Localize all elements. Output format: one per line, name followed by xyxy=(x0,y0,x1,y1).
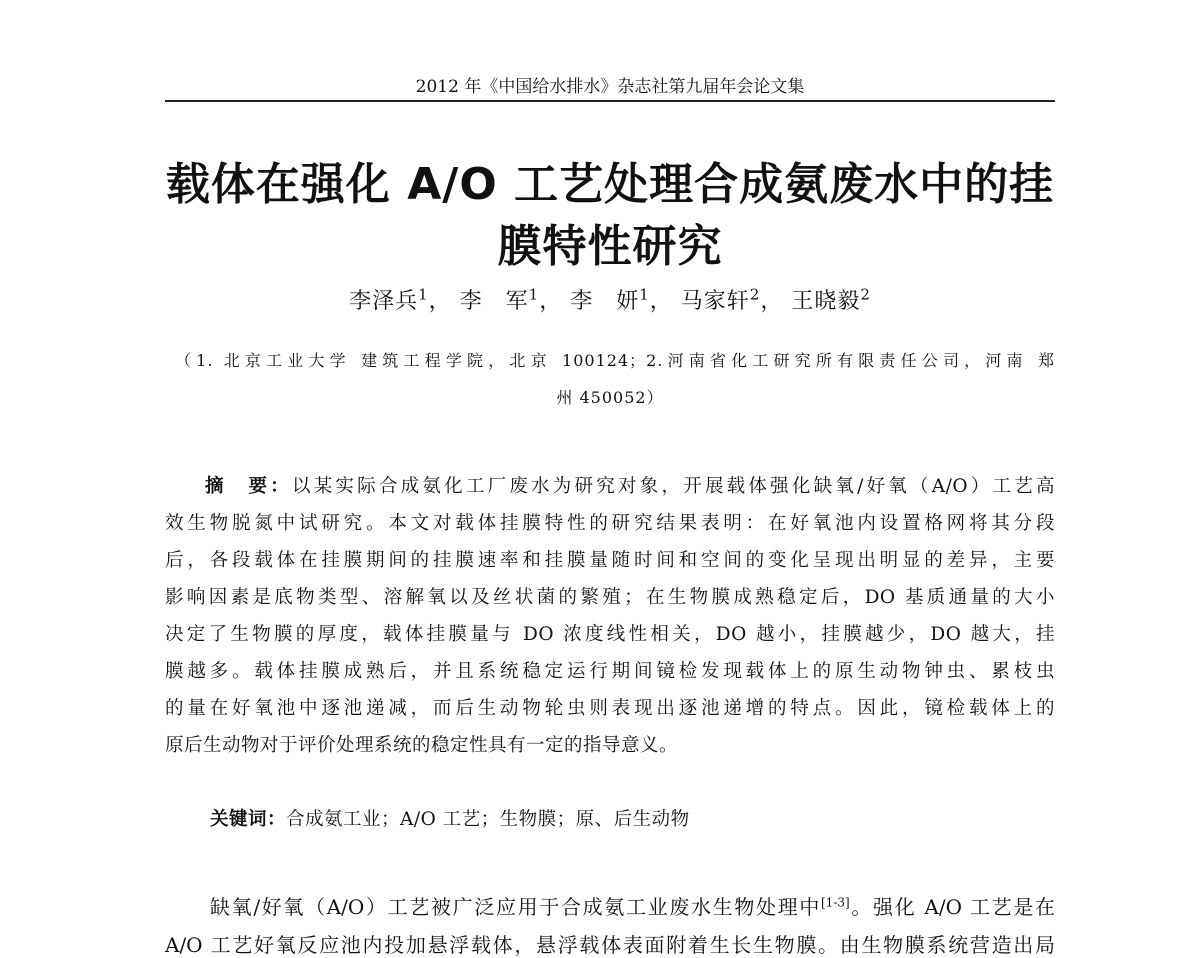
author-name: 王晓毅 xyxy=(791,289,861,314)
keywords xyxy=(210,805,1055,831)
paper-title-line-2: 膜特性研究 xyxy=(497,221,723,272)
citation: [1-3] xyxy=(821,895,850,910)
paper-title-line-1: 载体在强化 A/O 工艺处理合成氨废水中的挂 xyxy=(165,159,1055,210)
header-rule xyxy=(165,100,1055,102)
keywords-text: 合成氨工业；A/O 工艺；生物膜；原、后生动物 xyxy=(286,809,690,830)
abstract-line: 原后生动物对于评价处理系统的稳定性具有一定的指导意义。 xyxy=(165,735,679,756)
author-affil: 1 xyxy=(639,285,650,304)
running-header: 2012 年《中国给水排水》杂志社第九届年会论文集 xyxy=(415,77,805,97)
keywords-label: 关键词： xyxy=(210,809,287,830)
affiliation-line-1: （1. 北京工业大学 建筑工程学院，北京 100124；2.河南省化工研究所有限责任公司，河南 郑 xyxy=(175,351,1055,370)
abstract-line: 效生物脱氮中试研究。本文对载体挂膜特性的研究结果表明：在好氧池内设置格网将其分段 xyxy=(165,513,1055,534)
body-paragraph-line: 缺氧/好氧（A/O）工艺被广泛应用于合成氨工业废水生物处理中[1-3]。强化 A/O 工艺是在 xyxy=(210,895,1055,919)
abstract-line: 后，各段载体在挂膜期间的挂膜速率和挂膜量随时间和空间的变化呈现出明显的差异，主要 xyxy=(165,550,1055,571)
abstract-line: 决定了生物膜的厚度，载体挂膜量与 DO 浓度线性相关，DO 越小，挂膜越少，DO 越大，挂 xyxy=(165,624,1055,645)
author-name: 马家轩 xyxy=(680,289,750,314)
author-name: 李 妍 xyxy=(570,289,640,314)
affiliation-line-2: 州 450052） xyxy=(556,388,664,407)
abstract-line: 膜越多。载体挂膜成熟后，并且系统稳定运行期间镜检发现载体上的原生动物钟虫、累枝虫 xyxy=(165,661,1055,682)
author-affil: 1 xyxy=(418,285,429,304)
author-list: 李泽兵$^1$， 李 军$^1$， 李 妍$^1$， 马家轩$^2$， 王晓毅$^2$ xyxy=(349,285,871,314)
abstract-label: 摘 要： xyxy=(205,476,292,497)
author-affil: 1 xyxy=(528,285,540,304)
body-paragraph-line: A/O 工艺好氧反应池内投加悬浮载体，悬浮载体表面附着生长生物膜。由生物膜系统营造出局 xyxy=(165,933,1055,957)
author-affil: 2 xyxy=(860,285,871,304)
author-affil: 2 xyxy=(749,285,761,304)
abstract-line: 的量在好氧池中逐池递减，而后生动物轮虫则表现出逐池递增的特点。因此，镜检载体上的 xyxy=(165,698,1055,719)
abstract-line: 摘 要：以某实际合成氨化工厂废水为研究对象，开展载体强化缺氧/好氧（A/O）工艺高 xyxy=(205,476,1055,497)
author-name: 李 军 xyxy=(459,289,529,314)
author-name: 李泽兵 xyxy=(349,289,419,314)
abstract-line: 影响因素是底物类型、溶解氧以及丝状菌的繁殖；在生物膜成熟稳定后，DO 基质通量的大小 xyxy=(165,587,1055,608)
